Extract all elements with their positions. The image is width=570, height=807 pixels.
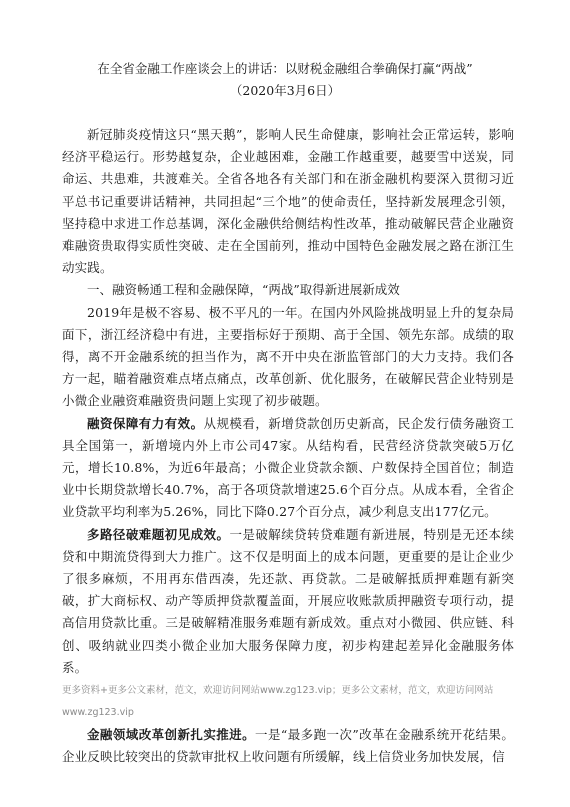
watermark-note: [62, 680, 514, 724]
watermark-site: www.zg123.vip: [62, 707, 134, 719]
paragraph-lead: 融资保障有力有效。: [87, 415, 204, 431]
intro-paragraph: 新冠肺炎疫情这只“黑天鹅”，影响人民生命健康，影响社会正常运转，影响经济平稳运行。形势越复杂，企业越困难，金融工作越重要，越要雪中送炭，同命运、共患难，共渡难关。全省各地各有关部门和在浙金融机构要深入贯彻习近平总书记重要讲话精神，共同担起“三个地”的使命责任，坚持新发展理念引领，坚持稳中求进工作总基调，深化金融供给侧结构性改革，推动破解民营企业融资难融资贵取得实质性突破、走在全国前列，推动中国特色金融发展之路在浙江生动实践。: [62, 127, 514, 276]
document-header: [0, 58, 570, 102]
section-heading: 一、融资畅通工程和金融保障，“两战”取得新进展新成效: [87, 282, 400, 298]
paragraph-lead: 多路径破难题初见成效。: [87, 526, 230, 542]
watermark-text: 更多资料+更多公文素材，范文，欢迎访问网站www.zg123.vip；更多公文素材，范文，欢迎访问网站: [62, 685, 494, 697]
document-date: （2020年3月6日）: [229, 83, 341, 98]
document-title: 在全省金融工作座谈会上的讲话：以财税金融组合拳确保打赢“两战”: [97, 61, 473, 76]
document-body: [62, 124, 514, 768]
paragraph-text: 一是破解续贷转贷难题有新进展，特别是无还本续贷和中期流贷得到大力推广。这不仅是明面上的成本问题，更重要的是让企业少了很多麻烦，不用再东借西凑，先还款、再贷款。二是破解抵质押难题有新突破，扩大商标权、动产等质押贷款覆盖面，开展应收账款质押融资专项行动，提高信用贷款比重。三是破解精准服务难题有新成效。重点对小微园、供应链、科创、吸纳就业四类小微企业加大服务保障力度，初步构建起差异化金融服务体系。: [62, 526, 514, 675]
paragraph-text: 一是“最多跑一次”改革在金融系统开花结果。企业反映比较突出的贷款审批权上收问题有所缓解，线上信贷业务加快发展，信: [62, 727, 514, 765]
financing-guarantee-paragraph: [62, 413, 514, 524]
paragraph-lead: 金融领域改革创新扎实推进。: [87, 727, 256, 743]
paragraph-text: 从规模看，新增贷款创历史新高，民企发行债务融资工具全国第一，新增境内外上市公司47家。从结构看，民营经济贷款突破5万亿元，增长10.8%，为近6年最高；小微企业贷款余额、户数保持全国首位；制造业中长期贷款增长40.7%，高于各项贷款增速25.6个百分点。从成本看，全省企业贷款平均利率为5.26%，同比下降0.27个百分点，减少利息支出177亿元。: [62, 415, 514, 520]
multi-path-paragraph: [62, 524, 514, 679]
section1-paragraph: 2019年是极不容易、极不平凡的一年。在国内外风险挑战明显上升的复杂局面下，浙江经济稳中有进，主要指标好于预期、高于全国、领先东部。成绩的取得，离不开金融系统的担当作为，离不开中央在浙监管部门的大力支持。我们各方一起，瞄着融资难点堵点痛点，改革创新、优化服务，在破解民营企业特别是小微企业融资难融资贵问题上实现了初步破题。: [62, 304, 514, 409]
reform-paragraph: [62, 724, 514, 768]
